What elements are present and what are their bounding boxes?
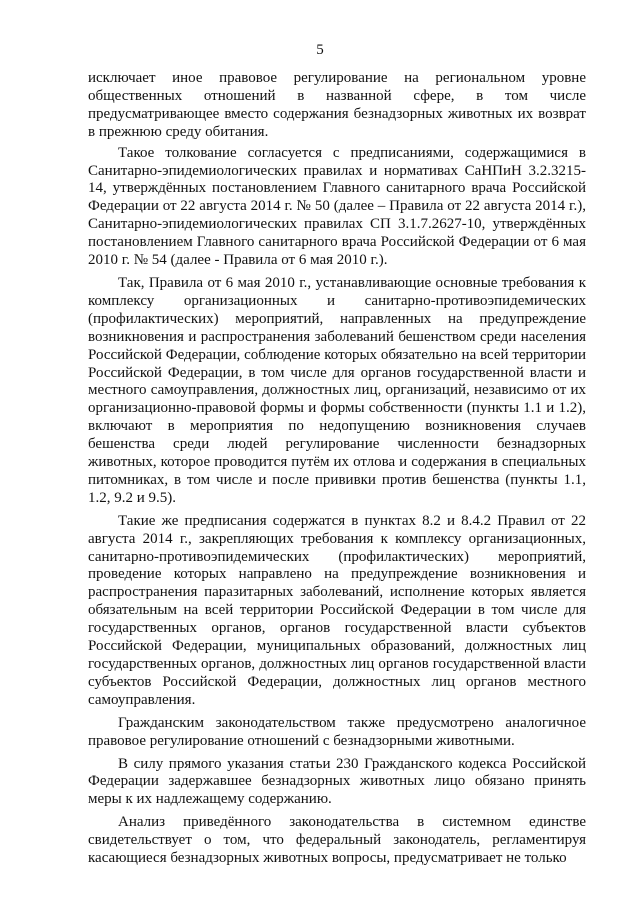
- document-body: [88, 70, 586, 873]
- paragraph-1: исключает иное правовое регулирование на региональном уровне общественных отношений в названной сфере, в том числе предусматривающее вместо содержания безнадзорных животных их возврат в прежнюю среду обитания.: [88, 70, 586, 140]
- paragraph-7: Анализ приведённого законодательства в системном единстве свидетельствует о том, что федеральный законодатель, регламентируя касающиеся безнадзорных животных вопросы, предусматривает не только: [88, 814, 586, 867]
- paragraph-3: Так, Правила от 6 мая 2010 г., устанавливающие основные требования к комплексу организационных и санитарно-противоэпидемических (профилактических) мероприятий, направленных на предупреждение возникновения и распространения заболеваний бешенством среди населения Российской Федерации, соблюдение которых обязательно на всей территории Российской Федерации, в том числе для органов государственной власти и местного самоуправления, должностных лиц, организаций, независимо от их организационно-правовой формы и формы собственности (пункты 1.1 и 1.2), включают в мероприятия по недопущению возникновения случаев бешенства среди людей регулирование численности безнадзорных животных, которое проводится путём их отлова и содержания в специальных питомниках, в том числе и после прививки против бешенства (пункты 1.1, 1.2, 9.2 и 9.5).: [88, 274, 586, 506]
- paragraph-6: В силу прямого указания статьи 230 Гражданского кодекса Российской Федерации задержавшее безнадзорных животных лицо обязано принять меры к их надлежащему содержанию.: [88, 755, 586, 808]
- paragraph-5: Гражданским законодательством также предусмотрено аналогичное правовое регулирование отношений с безнадзорными животными.: [88, 714, 586, 749]
- paragraph-4: Такие же предписания содержатся в пунктах 8.2 и 8.4.2 Правил от 22 августа 2014 г., закрепляющих требования к комплексу организационных, санитарно-противоэпидемических (профилактических) мероприятий, проведение которых направлено на предупреждение возникновения и распространения паразитарных заболеваний, исполнение которых является обязательным на всей территории Российской Федерации в том числе для государственных органов, органов государственной власти субъектов Российской Федерации, муниципальных образований, должностных лиц государственных органов, должностных лиц органов государственной власти субъектов Российской Федерации, должностных лиц органов местного самоуправления.: [88, 512, 586, 708]
- paragraph-2: Такое толкование согласуется с предписаниями, содержащимися в Санитарно-эпидемиологических правилах и нормативах СаНПиН 3.2.3215-14, утверждённых постановлением Главного санитарного врача Российской Федерации от 22 августа 2014 г. № 50 (далее – Правила от 22 августа 2014 г.), Санитарно-эпидемиологических правилах СП 3.1.7.2627-10, утверждённых постановлением Главного санитарного врача Российской Федерации от 6 мая 2010 г. № 54 (далее - Правила от 6 мая 2010 г.).: [88, 144, 586, 269]
- page-number: 5: [316, 42, 324, 58]
